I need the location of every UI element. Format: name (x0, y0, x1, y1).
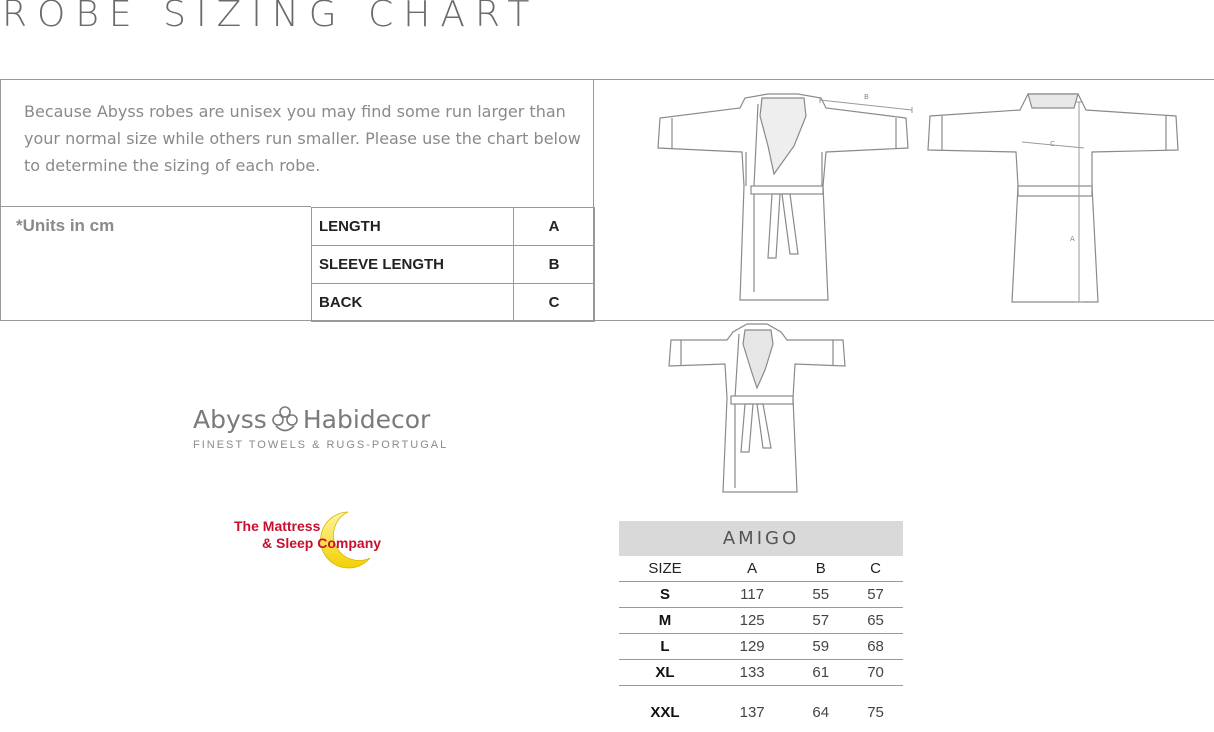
logo-word-abyss: Abyss (193, 405, 267, 434)
size-row (619, 686, 903, 732)
size-row (619, 660, 903, 686)
size-cell: L (619, 634, 711, 660)
measurement-name: BACK (312, 284, 514, 322)
value-cell: 68 (848, 634, 903, 660)
value-cell: 75 (848, 686, 903, 732)
size-row (619, 634, 903, 660)
measurement-code: A (514, 208, 595, 246)
size-row (619, 582, 903, 608)
size-cell: XL (619, 660, 711, 686)
measurement-row (312, 284, 595, 322)
value-cell: 133 (711, 660, 793, 686)
col-header: A (711, 556, 793, 582)
robe-illustration (665, 320, 850, 498)
divider (0, 320, 1214, 321)
col-header: B (793, 556, 848, 582)
logo-line-2: & Sleep Company (262, 535, 381, 551)
intro-text: Because Abyss robes are unisex you may find some run larger than your normal size while others run smaller. Please use the chart below to determine the sizing of each robe. (24, 98, 584, 179)
robe-front-diagram (650, 86, 920, 308)
size-header-row (619, 556, 903, 582)
abyss-habidecor-logo (193, 402, 438, 451)
page-title: ROBE SIZING CHART (2, 0, 539, 35)
sleeve-label: B (864, 93, 869, 101)
back-label: C (1050, 140, 1055, 148)
measurement-code: C (514, 284, 595, 322)
robe-back-diagram (920, 86, 1190, 308)
value-cell: 55 (793, 582, 848, 608)
value-cell: 64 (793, 686, 848, 732)
size-row (619, 608, 903, 634)
value-cell: 137 (711, 686, 793, 732)
logo-tagline: FINEST TOWELS & RUGS-PORTUGAL (193, 439, 438, 451)
divider (0, 79, 1, 321)
measurement-name: SLEEVE LENGTH (312, 246, 514, 284)
units-note: *Units in cm (16, 216, 114, 236)
value-cell: 61 (793, 660, 848, 686)
measurement-row (312, 246, 595, 284)
value-cell: 57 (793, 608, 848, 634)
value-cell: 117 (711, 582, 793, 608)
mattress-sleep-logo (232, 508, 402, 572)
measurement-legend (311, 207, 595, 322)
length-label: A (1070, 235, 1075, 243)
col-header: SIZE (619, 556, 711, 582)
model-name: AMIGO (619, 521, 903, 556)
col-header: C (848, 556, 903, 582)
value-cell: 57 (848, 582, 903, 608)
size-table (619, 521, 903, 732)
flower-icon (271, 405, 299, 435)
divider (0, 206, 311, 207)
value-cell: 59 (793, 634, 848, 660)
measurement-code: B (514, 246, 595, 284)
size-cell: S (619, 582, 711, 608)
size-cell: XXL (619, 686, 711, 732)
logo-word-habidecor: Habidecor (303, 405, 431, 434)
logo-line-1: The Mattress (234, 518, 320, 534)
value-cell: 125 (711, 608, 793, 634)
size-cell: M (619, 608, 711, 634)
divider (0, 79, 1214, 80)
value-cell: 65 (848, 608, 903, 634)
value-cell: 70 (848, 660, 903, 686)
measurement-name: LENGTH (312, 208, 514, 246)
value-cell: 129 (711, 634, 793, 660)
measurement-row (312, 208, 595, 246)
